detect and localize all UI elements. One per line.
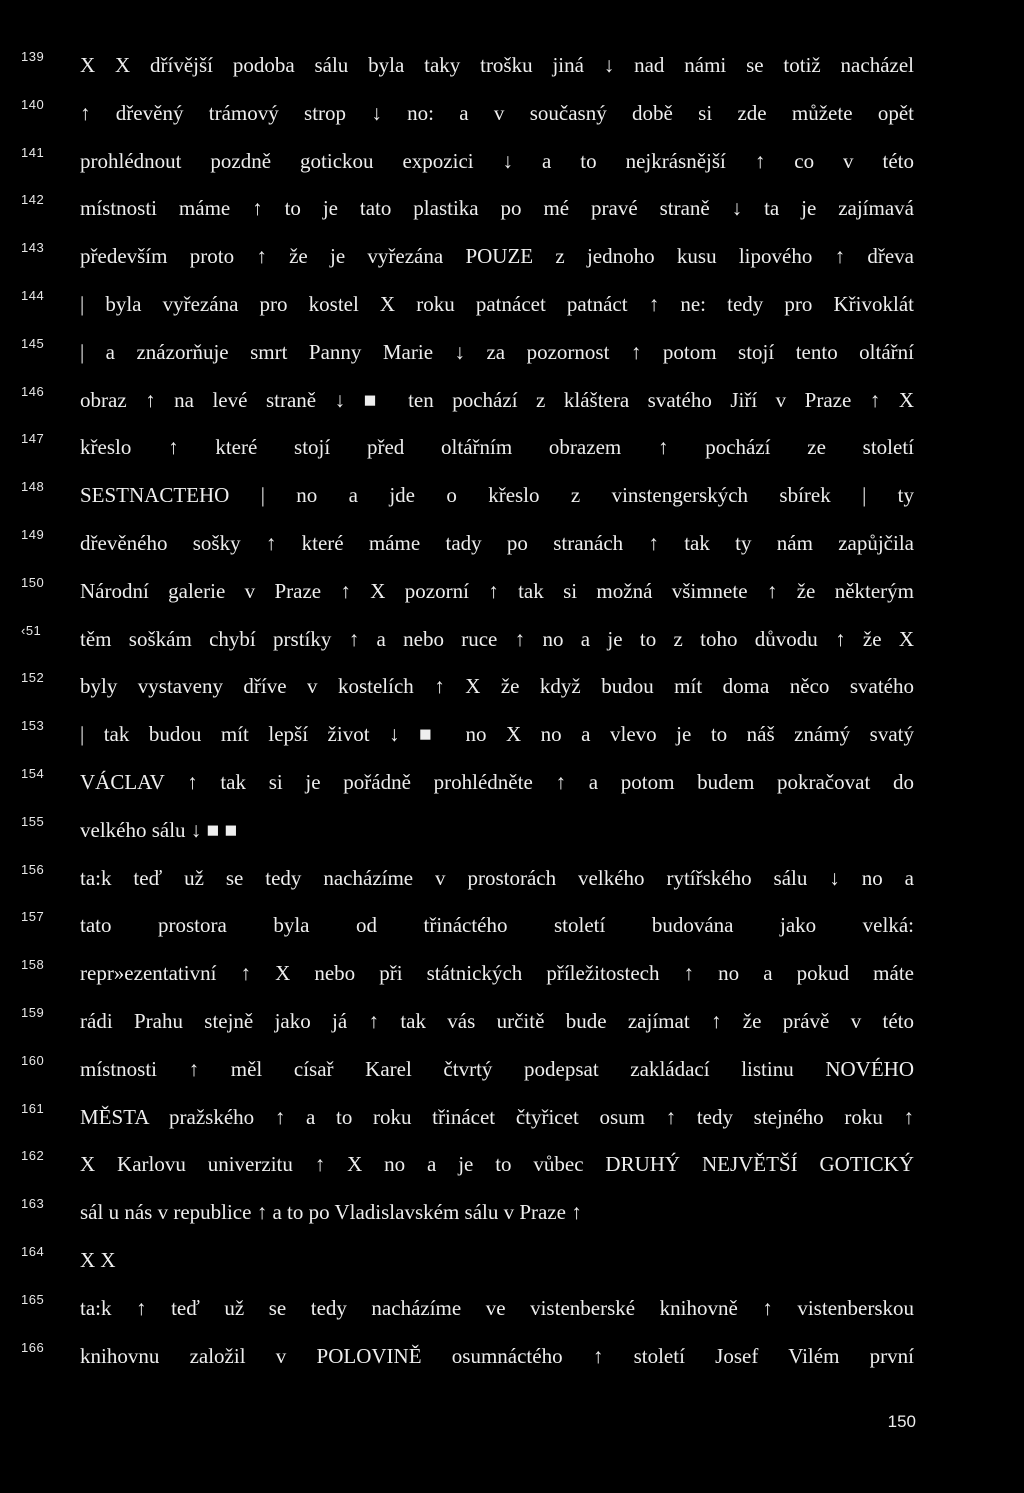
line-number: 155 [21,813,45,829]
line-number: ‹51 [21,622,42,638]
transcript-line [0,810,1024,858]
line-number: 147 [21,431,45,447]
line-text: místnosti máme ↑ to je tato plastika po mé pravé straně ↓ ta je zajímavá [80,196,914,221]
line-number: 139 [21,49,45,64]
line-text: místnosti ↑ měl císař Karel čtvrtý podepsat zakládací listinu NOVÉHO [80,1056,914,1081]
transcript-line [0,1192,1024,1240]
transcript-line [0,427,1024,475]
transcript-line [0,141,1024,189]
line-number: 153 [21,718,45,734]
line-text: X X dřívější podoba sálu byla taky trošku jiná ↓ nad námi se totiž nacházel [80,53,914,77]
page-number: 150 [887,1412,916,1431]
line-text: těm soškám chybí prstíky ↑ a nebo ruce ↑ no a je to z toho důvodu ↑ že X [80,626,914,651]
line-number: 156 [21,861,45,877]
line-number: 144 [21,287,45,303]
transcript-line [0,332,1024,380]
line-number: 158 [21,957,45,973]
line-text: velkého sálu ↓ ■ ■ [80,817,238,842]
line-number: 159 [21,1004,45,1020]
line-number: 157 [21,909,45,925]
transcript-line [0,1097,1024,1145]
line-text: křeslo ↑ které stojí před oltářním obrazem ↑ pochází ze století [80,435,914,460]
line-number: 142 [21,192,45,208]
line-text: ↑ dřevěný trámový strop ↓ no: a v současný době si zde můžete opět [80,100,914,125]
line-text: Národní galerie v Praze ↑ X pozorní ↑ tak si možná všimnete ↑ že některým [80,578,914,603]
transcript-line [0,1240,1024,1288]
line-text: | byla vyřezána pro kostel X roku patnácet patnáct ↑ ne: tedy pro Křivoklát [80,291,914,316]
transcript-line [0,1144,1024,1192]
transcript-line [0,666,1024,714]
line-number: 161 [21,1100,45,1116]
line-text: SESTNACTEHO | no a jde o křeslo z vinstengerských sbírek | ty [80,483,914,508]
line-text: MĚSTA pražského ↑ a to roku třinácet čtyřicet osum ↑ tedy stejného roku ↑ [80,1104,914,1129]
line-text: prohlédnout pozdně gotickou expozici ↓ a to nejkrásnější ↑ co v této [80,148,914,173]
transcript-line [0,762,1024,810]
transcript-line [0,571,1024,619]
line-text: ta:k teď už se tedy nacházíme v prostorách velkého rytířského sálu ↓ no a [80,865,914,890]
line-number: 154 [21,765,45,781]
line-number: 141 [21,144,45,160]
transcript-body [0,45,1024,1383]
transcript-line [0,236,1024,284]
transcript-line [0,284,1024,332]
line-text: sál u nás v republice ↑ a to po Vladislavském sálu v Praze ↑ [80,1200,582,1225]
transcript-line [0,188,1024,236]
line-text: | a znázorňuje smrt Panny Marie ↓ za pozornost ↑ potom stojí tento oltářní [80,339,914,364]
line-text: | tak budou mít lepší život ↓ ■ no X no a vlevo je to náš známý svatý [80,722,914,747]
transcript-line [0,1049,1024,1097]
transcript-line [0,1288,1024,1336]
line-number: 149 [21,526,45,542]
line-text: byly vystaveny dříve v kostelích ↑ X že když budou mít doma něco svatého [80,674,914,699]
line-text: knihovnu založil v POLOVINĚ osumnáctého ↑ století Josef Vilém první [80,1343,914,1368]
transcript-line [0,858,1024,906]
transcript-line [0,953,1024,1001]
line-number: 162 [21,1148,45,1164]
line-number: 166 [21,1339,45,1355]
line-text: dřevěného sošky ↑ které máme tady po stranách ↑ tak ty nám zapůjčila [80,530,914,555]
line-text: rádi Prahu stejně jako já ↑ tak vás určitě bude zajímat ↑ že právě v této [80,1008,914,1033]
transcript-line [0,475,1024,523]
transcript-line [0,523,1024,571]
line-text: X Karlovu univerzitu ↑ X no a je to vůbec DRUHÝ NEJVĚTŠÍ GOTICKÝ [80,1152,914,1177]
line-number: 163 [21,1196,45,1212]
line-text: tato prostora byla od třináctého století budována jako velká: [80,913,914,938]
transcript-line [0,45,1024,93]
line-number: 164 [21,1243,45,1259]
line-number: 146 [21,383,45,399]
transcript-line [0,905,1024,953]
line-number: 152 [21,670,45,686]
line-number: 140 [21,96,45,112]
line-text: ta:k ↑ teď už se tedy nacházíme ve vistenberské knihovně ↑ vistenberskou [80,1295,914,1320]
transcript-line [0,1001,1024,1049]
transcript-line [0,1336,1024,1384]
line-text: repr»ezentativní ↑ X nebo při státnických příležitostech ↑ no a pokud máte [80,961,914,986]
line-number: 143 [21,240,45,256]
line-number: 148 [21,479,45,495]
line-text: X X [80,1247,116,1272]
line-number: 165 [21,1291,45,1307]
line-text: VÁCLAV ↑ tak si je pořádně prohlédněte ↑ a potom budem pokračovat do [80,769,914,794]
transcript-line [0,714,1024,762]
line-number: 160 [21,1052,45,1068]
line-text: obraz ↑ na levé straně ↓ ■ ten pochází z kláštera svatého Jiří v Praze ↑ X [80,387,914,412]
line-number: 145 [21,335,45,351]
line-text: především proto ↑ že je vyřezána POUZE z jednoho kusu lipového ↑ dřeva [80,244,914,269]
transcript-line [0,619,1024,667]
line-number: 150 [21,574,45,590]
transcript-line [0,380,1024,428]
transcript-line [0,93,1024,141]
